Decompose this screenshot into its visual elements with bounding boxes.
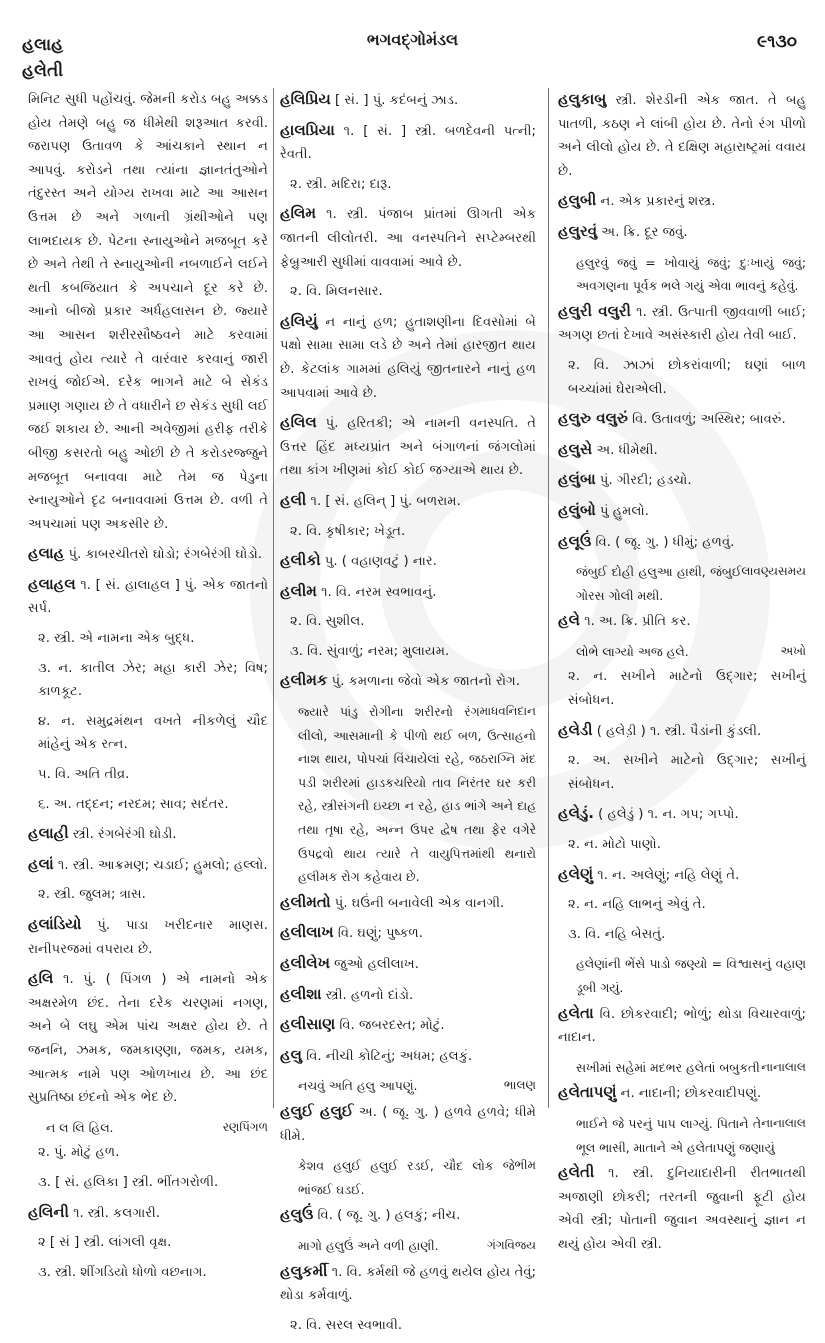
citation-source: લાવણ્યસમય — [741, 564, 806, 579]
definition-text: ૧. સ્ત્રી. ઉત્પાતી જીવવાળી બાઈ; અગણ છતાં દેખાવે અસંસ્કારી હોય તેવી બાઈ. — [558, 304, 806, 344]
headword: હલાહી — [28, 824, 69, 843]
entry-sense — [558, 354, 806, 401]
definition-text: વિ. નીચી કોટિનું; અધમ; હલકું. — [302, 1048, 473, 1064]
dictionary-entry — [280, 891, 536, 916]
guide-word-first: હલાહ — [22, 35, 64, 55]
headword: હલુ — [280, 1045, 303, 1064]
definition-text: પું હુમલો. — [595, 503, 649, 519]
entry-sense — [280, 520, 536, 544]
definition-text: સખીમાં સહેમાં મદભર હલેતાં બબુકતી — [576, 1059, 760, 1075]
entry-sense — [280, 173, 536, 197]
headword: હલીલેખ — [280, 954, 330, 972]
definition-text: વિ. જબરદસ્ત; મોટું. — [335, 1018, 445, 1034]
headword: હલિની — [28, 1202, 69, 1221]
definition-text: જંબુઈ દોહી હલુઆ હાથી, જંબુઈ ગોરસ ગોલી મથી. — [576, 564, 742, 603]
dictionary-entry — [280, 549, 536, 574]
definition-text: ( હલેડું ) ૧. ન. ગપ; ગપ્પો. — [593, 807, 739, 823]
headword: હલુઈ હલુઈ — [280, 1101, 354, 1120]
headword: હલુરુ વલુરું — [558, 409, 628, 428]
entry-sense — [28, 793, 268, 817]
definition-text: વિ. છોકરવાદી; ભોળું; થોડા વિચારવાળું; નાદાન. — [558, 1006, 806, 1046]
definition-text: ૩. વિ. નહિ બેસતું. — [568, 926, 666, 942]
entry-sense — [28, 627, 268, 651]
headword: હલીલાખ — [280, 923, 334, 942]
definition-text: ૨. સ્ત્રી. એ નામના એક બુદ્ધ. — [38, 631, 195, 647]
column-3 — [558, 88, 806, 1263]
definition-text: મિનિટ સુધી પહોંચવું. જેમની કરોડ બહુ અક્કડ હોય તેમણે બહુ જ ધીમેથી શરૂઆત કરવી. જરાપણ ઉતાવળ કે આંચકાને સ્થાન ન આપવું. કરોડને તથા ત્યાંના જ્ઞાનતંતુઓને તંદુરસ્ત અને યોગ્ય રાખવા માટે આ આસન ઉત્તમ છે અને ગળાની ગ્રંથીઓને પણ લાભદાયક છે. પેટના સ્નાયુઓને મજબૂત કરે છે અને તેથી તે સ્નાયુઓની નબળાઈને લઈને થતી કબજિયાત કે અપચાને દૂર કરે છે. આનો બીજો પ્રકાર અર્ધહલાસન છે. જ્યારે આ આસન શરીરસૌષ્ઠવને માટે કરવામાં આવતું હોય ત્યારે તે વારંવાર કરવાનું જારી રાખવું જોઈએ. દરેક ભાગને માટે બે સેકંડ પ્રમાણ ગણાય છે તે વધારીને છ સેકંડ સુધી લઈ જઈ શકાય છે. આની અવેજીમાં હરીફ તરીકે બીજી કસરતો બહુ ઓછી છે તે કરોડરજ્જુને મજબૂત બનાવવા માટે તેમ જ પેડુના સ્નાયુઓને દૃઢ બનાવવામાં ઉત્તમ છે. વળી તે અપચામાં પણ અકસીર છે. — [28, 92, 268, 532]
entry-sense — [28, 883, 268, 907]
definition-text: કેશવ હલુઈ હલુઈ રડઈ, ચૌદ લોક જે ભાંજઈ ઘડઈ. — [298, 1158, 515, 1197]
definition-text: ૩. [ સં. હલિકા ] સ્ત્રી. ભીંતગરોળી. — [38, 1174, 219, 1190]
definition-text: ૨. ન. સખીને માટેનો ઉદ્ગાર; સખીનું સંબોધન. — [568, 669, 806, 709]
definition-text: ૧. સ્ત્રી. કલગારી. — [68, 1205, 160, 1221]
definition-text: [ સં. ] પું. કદંબનું ઝાડ. — [330, 93, 459, 108]
headword: હલાહલ — [28, 574, 76, 593]
dictionary-entry — [280, 1013, 536, 1038]
citation — [558, 560, 806, 607]
citation-source: રણપિંગળ — [222, 1119, 268, 1134]
definition-text: ૧. ન. અલેણું; નહિ લેણું તે. — [593, 867, 740, 883]
dictionary-entry — [280, 119, 536, 167]
citation-source: નાનાલાલ — [761, 1115, 806, 1130]
headword: હલેતાપણું — [558, 1083, 617, 1102]
dictionary-entry — [280, 310, 536, 405]
dictionary-entry — [558, 719, 806, 744]
citation-source: ભાલણ — [503, 1078, 536, 1093]
definition-text: ભાઈને જે પરનું પાપ લાગ્યું. પિતાને તે ભૂલ ભાસી, માતાને એ હલેતાપણું જણાયું — [576, 1115, 775, 1155]
dictionary-entry — [280, 1100, 536, 1148]
citation — [558, 251, 806, 298]
dictionary-entry — [280, 983, 536, 1008]
definition-text: ન. નાદાની; છોકરવાદીપણું. — [616, 1086, 762, 1102]
definition-text: ૨. સ્ત્રી. મદિરા; દારૂ. — [290, 176, 392, 192]
definition-text: ૧. સ્ત્રી. દુનિયાદારીની રીતભાતથી અજાણી છોકરી; તરતની જુવાની ફૂટી હોય એવી સ્ત્રી; પોતાની જુવાન અવસ્થાનું જ્ઞાન ન થયું હોય એવી સ્ત્રી. — [558, 1166, 806, 1252]
definition-text: સ્ત્રી. રંગબેરંગી ઘોડી. — [68, 827, 177, 843]
column-2 — [280, 88, 536, 1343]
definition-text: વિ. ( જૂ. ગુ. ) ધીમું; હળવું. — [591, 534, 735, 550]
headword: હલીસાણ — [280, 1015, 336, 1034]
column-divider — [273, 88, 274, 1108]
headword: હલેડી — [558, 720, 593, 739]
entry-sense — [280, 1314, 536, 1338]
dictionary-entry — [28, 913, 268, 961]
headword: હલેતી — [558, 1163, 595, 1182]
dictionary-entry — [558, 1002, 806, 1050]
page-number: ૯૧૩૦ — [757, 32, 797, 52]
definition-text: લોભે લાગ્યો અજ હલે. — [576, 643, 689, 659]
citation-source: માધવનિદાન — [479, 704, 536, 719]
entry-sense — [280, 280, 536, 304]
dictionary-entry — [280, 489, 536, 514]
headword: હલુબી — [558, 191, 597, 210]
entry-sense — [28, 1231, 268, 1255]
headword: હલેતા — [558, 1003, 594, 1022]
headword: હલુંબો — [558, 500, 596, 519]
definition-text: માગો હલુઉં અને વળી હાણી. — [298, 1237, 439, 1253]
headword: હલુરી વલુરી — [558, 301, 631, 320]
dictionary-entry — [280, 1044, 536, 1069]
dictionary-entry — [280, 88, 536, 113]
dictionary-entry — [558, 863, 806, 888]
headword: હલીશા — [280, 984, 322, 1003]
dictionary-entry — [558, 88, 806, 183]
headword: હલીમ — [280, 581, 317, 600]
entry-continuation — [28, 88, 268, 536]
citation-source: અખો — [780, 643, 806, 658]
citation — [558, 640, 806, 664]
column-1 — [28, 88, 268, 1290]
column-divider — [548, 88, 549, 1108]
dictionary-entry — [558, 407, 806, 432]
dictionary-entry — [280, 202, 536, 274]
definition-text: ૧. અ. ક્રિ. પ્રીતિ કર. — [580, 614, 691, 630]
citation — [280, 1234, 536, 1258]
definition-text: ૧. સ્ત્રી. આક્રમણ; ચડાઈ; હુમલો; હલ્લો. — [53, 857, 268, 873]
definition-text: ૧. [ સં. હાલાહલ ] પું. એક જાતનો સર્પ. — [28, 577, 268, 617]
headword: હલીકો — [280, 551, 321, 570]
dictionary-entry — [558, 1161, 806, 1256]
headword: હલિપ્રિય — [280, 90, 331, 108]
definition-text: સ્ત્રી. શેરડીની એક જાત. તે બહુ પાતળી, કઠણ ને લાંબી હોય છે. તેનો રંગ પીળો અને લીલો હોય છે. તે દક્ષિણ મહારાષ્ટ્રમાં વવાય છે. — [558, 93, 806, 179]
dictionary-entry — [280, 921, 536, 946]
dictionary-entry — [558, 609, 806, 634]
dictionary-entry — [28, 542, 268, 567]
dictionary-entry — [28, 967, 268, 1110]
headword: હલૂઉં — [558, 531, 592, 550]
definition-text: સ્ત્રી. હળનો દાંડો. — [321, 987, 414, 1003]
entry-sense — [558, 923, 806, 947]
definition-text: ૧. વિ. નરમ સ્વભાવનું. — [316, 584, 437, 600]
headword: હલી — [280, 490, 307, 509]
definition-text: અ. ક્રિ. દૂર જવું. — [597, 224, 688, 240]
headword: હલાં — [28, 854, 54, 873]
headword: હલિમ — [280, 204, 316, 223]
definition-text: પું. પાડા ખરીદનાર માણસ. રાનીપરજમાં વપરાય છે. — [28, 918, 268, 957]
definition-text: ૬. અ. તદ્દન; નરદમ; સાવ; સદંતર. — [38, 796, 229, 812]
definition-text: પું. કાબરચીતરો ઘોડો; રંગબેરંગી ઘોડો. — [64, 547, 262, 563]
headword: હલેણું — [558, 864, 594, 883]
entry-sense — [28, 710, 268, 757]
dictionary-entry — [558, 530, 806, 555]
definition-text: ૧. પું. ( પિંગળ ) એ નામનો એક અક્ષરમેળ છંદ. તેના દરેક ચરણમાં નગણ, અને બે લઘુ એમ પાંચ અક્ષર હોય છે. તે જનનિ, ઝમક, જમકાણ્ણા, જમક, યમક, આત્મક નામે પણ ઓળખાય છે. આ છંદ સુપ્રતિષ્ઠા છંદનો એક ભેદ છે. — [28, 972, 268, 1106]
definition-text: પું. કમળાના જેવો એક જાતનો રોગ. — [327, 674, 520, 690]
definition-text: પું. ગીરદી; હડચો. — [595, 473, 692, 489]
definition-text: અ. ધીમેથી. — [592, 442, 658, 458]
headword: હલુસે — [558, 439, 593, 458]
page-title: ભગવદ્ગોમંડલ — [366, 30, 459, 49]
definition-text: હલુરવું જવું = ખોવાયું જવું; દુઃખાયું જવું; અવગણના પૂર્વક ભલે ગયું એવા ભાવનું કહેવું. — [576, 254, 806, 294]
definition-text: ( હલેડ઼ી ) ૧. સ્ત્રી. પૈડાંની કુંડલી. — [592, 723, 762, 739]
dictionary-entry — [280, 411, 536, 483]
entry-sense — [28, 763, 268, 787]
definition-text: ન લ લિ હિલ. — [46, 1119, 114, 1135]
definition-text: અ. ( જૂ. ગુ. ) હળવે હળવે; ધીમે ધીમે. — [280, 1104, 536, 1144]
definition-text: પુ. ( વહાણવટું ) નાર. — [320, 554, 437, 570]
dictionary-entry — [558, 220, 806, 245]
headword: હલીમક — [280, 671, 328, 690]
definition-text: ૨. વિ. મિલનસાર. — [290, 284, 383, 300]
definition-text: ૩. વિ. સુંવાળું; નરમ; મુલાયમ. — [290, 643, 450, 659]
citation-source: ભીમ — [514, 1158, 536, 1173]
dictionary-entry — [558, 802, 806, 827]
definition-text: જ્યારે પાંડુ રોગીના શરીરનો રંગ લીલો, આસમાની કે પીળો થઈ બળ, ઉત્સાહનો નાશ થાય, પોપચાં વિંચાયેલાં રહે, જઠરાગ્નિ મંદ પડી શરીરમાં હાડકચરિયો તાવ નિરંતર ઘર કરી રહે, સ્ત્રીસંગની ઇચ્છા ન રહે, હાડ ભાંગે અને દાહ તથા તૃષા રહે, અન્ન ઉપર દ્વેષ તથા ફેર વગેરે ઉપદ્રવો થાય ત્યારે તે વાયુપિત્તમાંથી થનારો હલીમક રોગ કહેવાય છે. — [298, 704, 536, 885]
dictionary-entry — [280, 669, 536, 694]
definition-text: ૨. સ્ત્રી. જુલમ; ત્રાસ. — [38, 887, 146, 903]
headword: હલિલ — [280, 413, 317, 432]
definition-text: જુઓ હલીલાખ. — [329, 957, 419, 972]
definition-text: વિ. ઘણું; પુષ્કળ. — [333, 926, 423, 942]
definition-text: ૧. સ્ત્રી. પંજાબ પ્રાંતમાં ઊગતી એક જાતની લીલોતરી. આ વનસ્પતિને સપ્ટેમ્બરથી ફેબ્રુઆરી સુધીમાં વાવવામાં આવે છે. — [280, 207, 536, 270]
entry-sense — [28, 657, 268, 704]
entry-sense — [28, 1141, 268, 1165]
definition-text: ૨. અ. સખીને માટેનો ઉદ્ગાર; સખીનું સંબોધન. — [568, 753, 806, 792]
dictionary-entry — [280, 1260, 536, 1308]
citation-source: નાનાલાલ — [761, 1059, 806, 1074]
headword: હલાંડિયો — [28, 915, 82, 933]
definition-text: ૨. વિ. સુશીલ. — [290, 614, 365, 630]
dictionary-entry — [280, 580, 536, 605]
dictionary-entry — [558, 189, 806, 214]
headword: હલુકાબુ — [558, 90, 607, 108]
dictionary-entry — [28, 573, 268, 621]
entry-sense — [28, 1261, 268, 1285]
dictionary-entry — [28, 1201, 268, 1226]
dictionary-entry — [558, 468, 806, 493]
entry-sense — [280, 640, 536, 664]
dictionary-entry — [280, 1203, 536, 1228]
definition-text: ૧. [ સં. ] સ્ત્રી. બળદેવની પત્ની; રેવતી. — [280, 123, 536, 163]
headword: હલેડું. — [558, 804, 594, 823]
entry-sense — [28, 1171, 268, 1195]
citation — [558, 1112, 806, 1159]
definition-text: ૨. ન. મોટો પાણો. — [568, 837, 661, 853]
headword: હલે — [558, 611, 581, 630]
entry-sense — [558, 749, 806, 796]
dictionary-entry — [558, 499, 806, 524]
citation — [280, 1154, 536, 1201]
citation — [28, 1116, 268, 1140]
citation-source: ગંગવિજય — [487, 1237, 536, 1252]
definition-text: વિ. ( જૂ. ગુ. ) હલકું; નીચ. — [313, 1208, 461, 1224]
definition-text: ૨. વિ. સરલ સ્વભાવી. — [290, 1317, 403, 1333]
dictionary-entry — [558, 438, 806, 463]
definition-text: ન નાનું હળ; હુતાશણીના દિવસોમાં બે પક્ષો સામા સામા લડે છે અને તેમાં હારજીત થાય છે. કેટલાંક ગામમાં હલિયું જીતનારને નાનું હળ આપવામાં આવે છે. — [280, 314, 536, 401]
citation — [558, 1056, 806, 1080]
definition-text: પું. ઘઉંની બનાવેલી એક વાનગી. — [330, 895, 505, 911]
definition-text: ૨. પું. મોટું હળ. — [38, 1145, 120, 1161]
definition-text: ૨. વિ. કૃષીકાર; ખેડૂત. — [290, 523, 406, 539]
headword: હલાહ — [28, 544, 65, 563]
definition-text: ૨. ન. નહિ લાભનું એવું તે. — [568, 897, 706, 913]
definition-text: નચવું અતિ હલુ આપણું. — [298, 1078, 418, 1094]
headword: હલુઉં — [280, 1205, 314, 1224]
dictionary-entry — [558, 300, 806, 348]
dictionary-entry — [558, 1081, 806, 1106]
definition-text: હલેણાંની ભેંસે પાડો જણ્યો = વિશ્વાસનું વહાણ ડૂબી ગયું. — [576, 956, 806, 995]
definition-text: ૫. વિ. અતિ તીવ્ર. — [38, 767, 130, 783]
dictionary-entry — [28, 822, 268, 847]
entry-sense — [558, 893, 806, 917]
definition-text: ૨ [ સં ] સ્ત્રી. લાંગલી વૃક્ષ. — [38, 1235, 172, 1251]
entry-sense — [558, 833, 806, 857]
definition-text: પું. હરિતકી; એ નામની વનસ્પતિ. તે ઉત્તર હિંદ મધ્યપ્રાંત અને બંગાળનાં જંગલોમાં તથા કાંગ ખીણમાં કોઈ કોઈ જગ્યાએ થાય છે. — [280, 416, 536, 479]
citation — [558, 952, 806, 999]
dictionary-entry — [28, 853, 268, 878]
headword: હાલપ્રિયા — [280, 120, 335, 139]
headword: હલુકર્મી — [280, 1261, 328, 1280]
guide-word-last: હલેતી — [22, 61, 64, 81]
definition-text: વિ. ઉતાવળું; અસ્થિર; બાવરું. — [627, 412, 786, 428]
definition-text: ૩. સ્ત્રી. શીંગડિયો ધોળો વછનાગ. — [38, 1264, 207, 1280]
dictionary-entry — [280, 952, 536, 977]
definition-text: ૧. વિ. કર્મથી જે હળવું થયેલ હોય તેવું; થોડા કર્મવાળું. — [280, 1264, 536, 1304]
definition-text: ન. એક પ્રકારનું શસ્ત્ર. — [596, 194, 716, 210]
headword: હલિયું — [280, 311, 318, 330]
definition-text: ૨. વિ. ઝાઝાં છોકરાંવાળી; ઘણાં બાળ બચ્ચાંમાં ઘેરાએલી. — [568, 357, 806, 397]
entry-sense — [558, 665, 806, 712]
citation — [280, 700, 536, 889]
citation — [280, 1074, 536, 1098]
headword: હલુંબા — [558, 470, 596, 489]
headword: હલીમતો — [280, 892, 331, 911]
headword: હલિ — [28, 969, 54, 988]
definition-text: ૩. ન. કાતીલ ઝેર; મહા કારી ઝેર; વિષ; કાળકૂટ. — [38, 660, 268, 700]
definition-text: ૧. [ સં. હલિન્ ] પું. બળરામ. — [306, 493, 461, 509]
headword: હલુરવું — [558, 221, 598, 240]
definition-text: ૪. ન. સમુદ્રમંથન વખતે નીકળેલું ચૌદ માંહેનું એક રત્ન. — [38, 713, 268, 753]
entry-sense — [280, 610, 536, 634]
